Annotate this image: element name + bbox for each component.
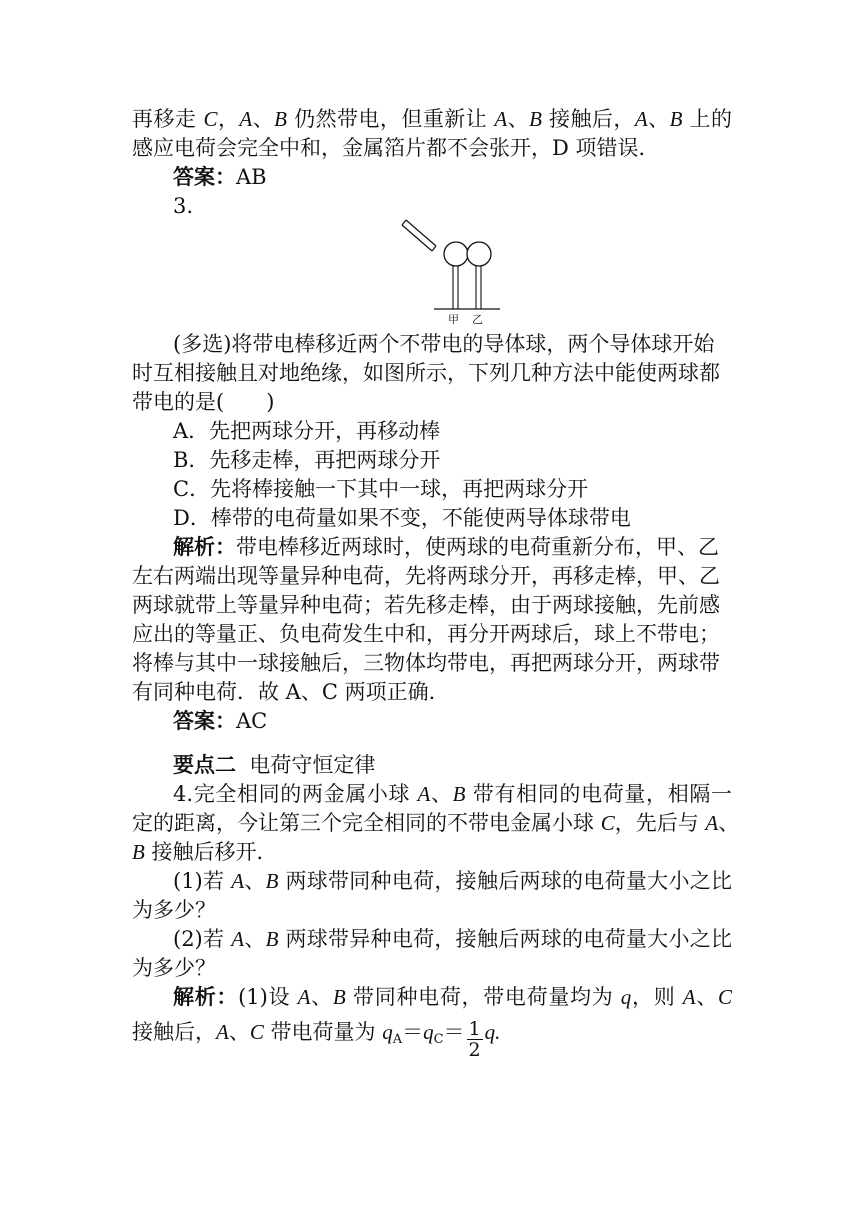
analysis-line: 有同种电荷．故 A、C 两项正确． (132, 680, 450, 704)
fraction-numerator: 1 (468, 1018, 481, 1040)
text: 接触后， (132, 1020, 216, 1044)
text: (2)若 (173, 927, 232, 951)
text: 接触后， (541, 107, 635, 131)
text: 、 (310, 985, 333, 1009)
var: A (297, 985, 311, 1009)
analysis-label: 解析： (173, 985, 239, 1009)
text: 接触后移开． (144, 840, 278, 864)
analysis-line (173, 534, 732, 560)
subscript: A (392, 1032, 403, 1047)
subscript: C (433, 1032, 444, 1047)
option-b: B．先移走棒，再把两球分开 (173, 448, 441, 472)
answer-value: AC (236, 709, 268, 733)
question-stem: 时互相接触且对地绝缘，如图所示，下列几种方法中能使两球都 (132, 361, 720, 385)
text: 4.完全相同的两金属小球 (173, 782, 418, 806)
label-jia: 甲 (448, 313, 459, 326)
sub-question: 为多少？ (132, 956, 216, 980)
var: A (705, 811, 719, 835)
var: A (494, 107, 508, 131)
question-stem: (多选)将带电棒移近两个不带电的导体球，两个导体球开始 (173, 332, 715, 356)
text: 、 (252, 107, 275, 131)
sub-question (173, 926, 732, 952)
var: B (452, 782, 466, 806)
text: 、 (228, 1020, 250, 1044)
option-a: A．先把两球分开，再移动棒 (173, 419, 441, 443)
var: C (249, 1020, 264, 1044)
label-yi: 乙 (472, 313, 483, 326)
text: 、 (695, 985, 718, 1009)
var: q (382, 1020, 393, 1044)
var: B (529, 107, 542, 131)
text: ＝ (402, 1020, 424, 1044)
var: A (682, 985, 696, 1009)
text: 定的距离，今让第三个完全相同的不带电金属小球 (132, 811, 601, 835)
var: A (634, 107, 648, 131)
var: B (332, 985, 346, 1009)
var: A (216, 1020, 229, 1044)
text: 带电棒移近两球时，使两球的电荷重新分布，甲、乙 (236, 535, 719, 559)
analysis-line: 两球就带上等量异种电荷；若先移走棒，由于两球接触，先前感 (132, 593, 720, 617)
answer-line (173, 708, 773, 734)
text: 、 (647, 107, 670, 131)
fraction (467, 1019, 483, 1060)
text: 两球带异种电荷，接触后两球的电荷量大小之比 (278, 927, 733, 951)
analysis-label: 解析： (173, 535, 236, 559)
var: q (620, 985, 632, 1009)
var: B (265, 927, 279, 951)
electroscope-figure (400, 212, 500, 331)
text: (1)设 (238, 985, 298, 1009)
section-heading (173, 752, 773, 778)
option-c: C．先将棒接触一下其中一球，再把两球分开 (173, 477, 589, 501)
option-d: D．棒带的电荷量如果不变，不能使两导体球带电 (173, 506, 631, 530)
text: 、 (430, 782, 453, 806)
sub-question: 为多少？ (132, 898, 216, 922)
analysis-line: 将棒与其中一球接触后，三物体均带电，再把两球分开，两球带 (132, 651, 720, 675)
text: 带有相同的电荷量，相隔一 (465, 782, 732, 806)
text: 、 (718, 811, 740, 835)
sphere-jia (444, 242, 468, 266)
analysis-line (173, 984, 732, 1010)
sub-question (173, 868, 732, 894)
question-stem (132, 839, 732, 865)
answer-label: 答案： (173, 709, 236, 733)
answer-line (173, 164, 773, 190)
var: A (239, 107, 253, 131)
var: B (669, 107, 683, 131)
text-line: 感应电荷会完全中和，金属箔片都不会张开，D 项错误． (132, 136, 660, 160)
text: 两球带同种电荷，接触后两球的电荷量大小之比 (278, 869, 733, 893)
text: ，先后与 (614, 811, 706, 835)
charged-rod (402, 220, 436, 251)
text: ， (217, 107, 240, 131)
text: 、 (507, 107, 530, 131)
var: q. (484, 1020, 501, 1044)
analysis-line: 左右两端出现等量异种电荷，先将两球分开，再移走棒，甲、乙 (132, 564, 720, 588)
var: B (132, 840, 145, 864)
text: 、 (244, 927, 266, 951)
charged-rod-spheres-diagram (400, 212, 500, 327)
var: B (265, 869, 279, 893)
text: ，则 (631, 985, 683, 1009)
text: ＝ (443, 1020, 465, 1044)
text: 、 (244, 869, 266, 893)
var: A (231, 927, 245, 951)
question-stem: 带电的是( ) (132, 390, 275, 414)
var: A (231, 869, 245, 893)
text: 上的 (682, 107, 732, 131)
sphere-yi (467, 242, 491, 266)
text: 带同种电荷，带电荷量均为 (345, 985, 621, 1009)
question-stem (173, 781, 732, 807)
answer-label: 答案： (173, 165, 236, 189)
analysis-line (132, 1013, 732, 1061)
question-number: 3. (173, 194, 194, 218)
text: 带电荷量为 (263, 1020, 383, 1044)
fraction-denominator: 2 (468, 1039, 481, 1061)
question-stem (132, 810, 740, 836)
var: q (423, 1020, 434, 1044)
var: C (718, 985, 733, 1009)
var: C (203, 107, 218, 131)
text: (1)若 (173, 869, 232, 893)
section-number: 要点二 (173, 753, 236, 777)
var: A (417, 782, 431, 806)
text: 仍然带电，但重新让 (286, 107, 495, 131)
analysis-line: 应出的等量正、负电荷发生中和，再分开两球后，球上不带电； (132, 622, 720, 646)
var: B (274, 107, 287, 131)
text-line (132, 106, 732, 132)
text: 再移走 (132, 107, 204, 131)
section-title: 电荷守恒定律 (249, 753, 376, 777)
var: C (600, 811, 615, 835)
answer-value: AB (236, 165, 267, 189)
